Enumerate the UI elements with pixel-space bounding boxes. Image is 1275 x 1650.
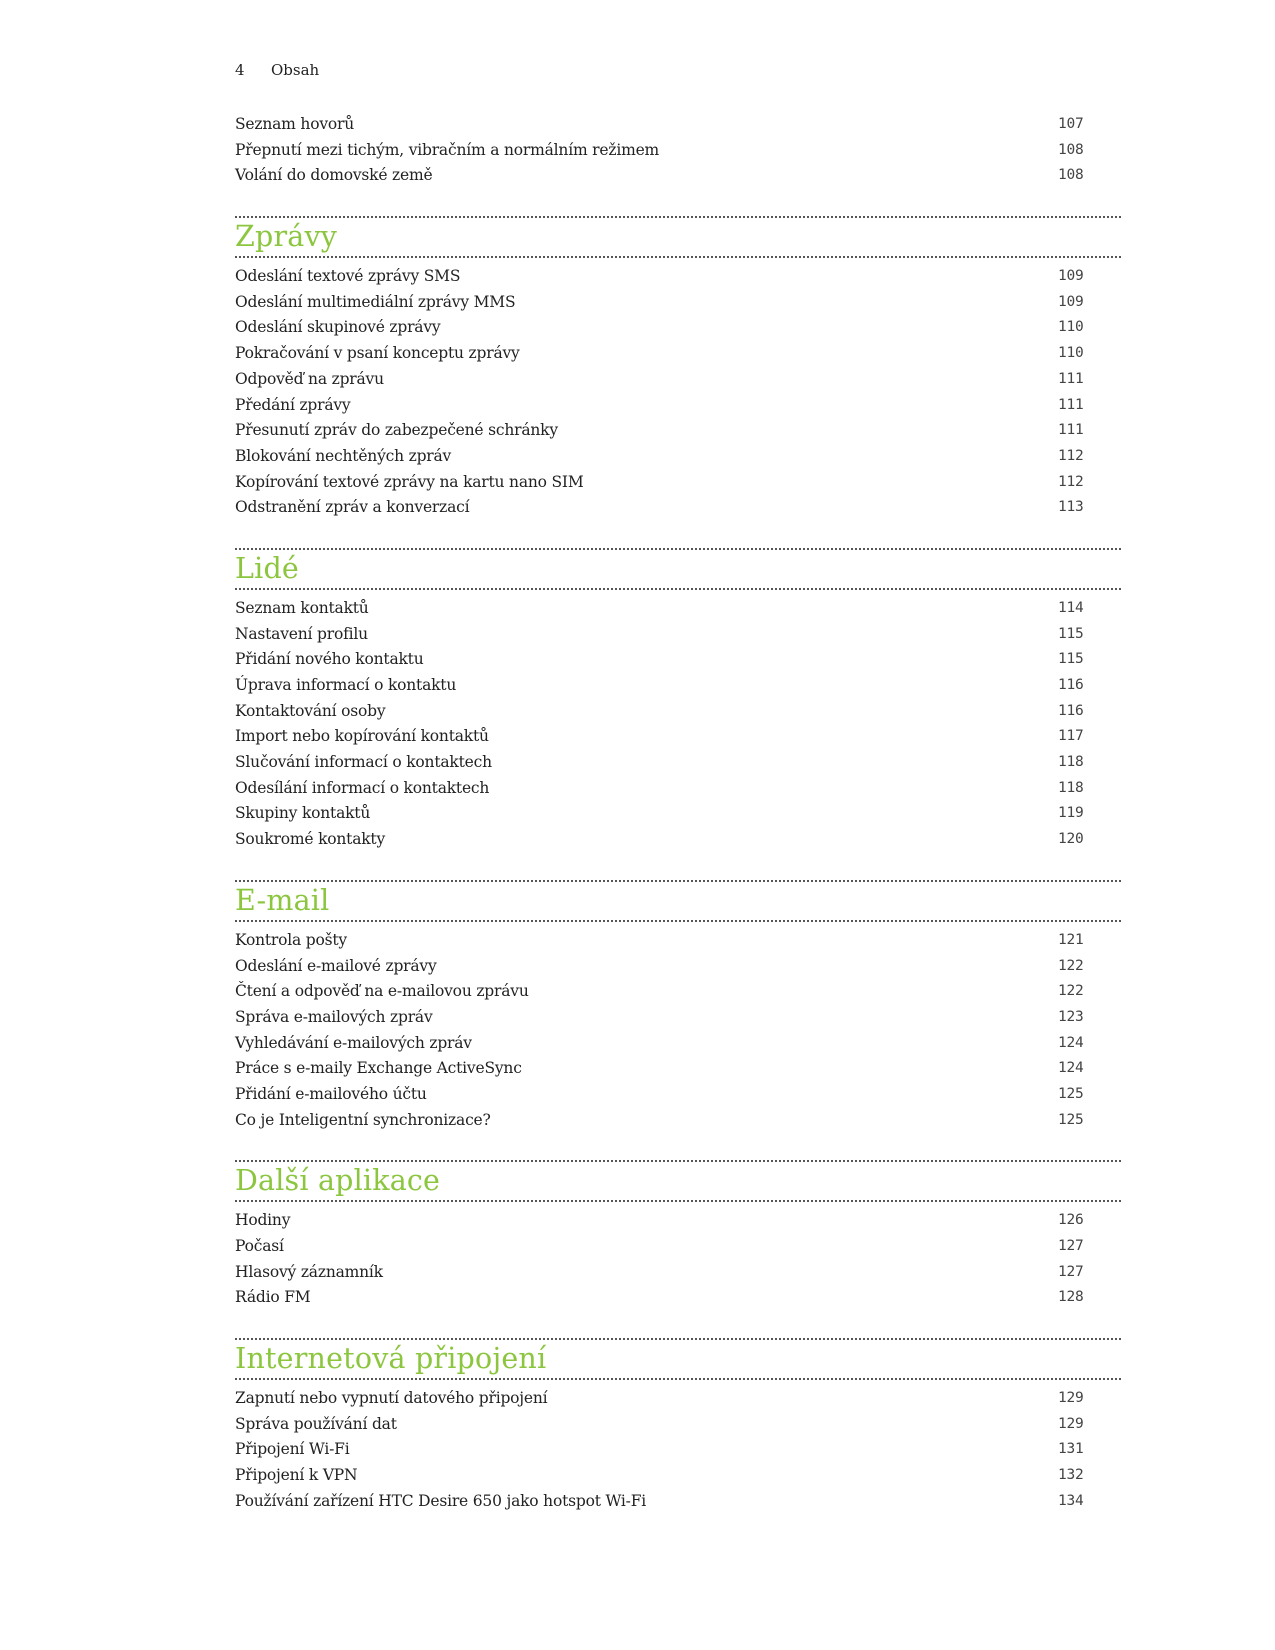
toc-entry-title[interactable]: Správa e-mailových zpráv — [235, 1007, 433, 1026]
toc-entry-title[interactable]: Rádio FM — [235, 1288, 311, 1307]
toc-entry-title[interactable]: Nastavení profilu — [235, 624, 368, 643]
toc-entry[interactable] — [235, 954, 1121, 980]
toc-entry[interactable] — [235, 1056, 1121, 1082]
page-header — [235, 60, 319, 80]
toc-entry-page: 110 — [1058, 345, 1084, 362]
toc-entry-page: 107 — [1058, 116, 1084, 132]
toc-entry[interactable] — [235, 1437, 1121, 1463]
toc-entry-title[interactable]: Předání zprávy — [235, 395, 351, 414]
toc-entry[interactable] — [235, 673, 1121, 699]
toc-entry[interactable] — [235, 801, 1121, 827]
toc-entry-title[interactable]: Hlasový záznamník — [235, 1262, 383, 1281]
toc-entry-title[interactable]: Odeslání skupinové zprávy — [235, 318, 441, 337]
toc-entry-page: 112 — [1058, 473, 1084, 490]
toc-entry-title[interactable]: Přidání nového kontaktu — [235, 650, 424, 669]
toc-entry[interactable] — [235, 163, 1121, 189]
toc-entry[interactable] — [235, 1412, 1121, 1438]
toc-entry-page: 129 — [1058, 1415, 1084, 1432]
toc-section — [235, 548, 1121, 853]
toc-entry[interactable] — [235, 1208, 1121, 1234]
header-title: Obsah — [271, 61, 320, 79]
toc-entry-title[interactable]: Používání zařízení HTC Desire 650 jako hotspot Wi-Fi — [235, 1491, 647, 1510]
toc-entry[interactable] — [235, 699, 1121, 725]
toc-entry[interactable] — [235, 1285, 1121, 1311]
toc-entry-page: 113 — [1058, 499, 1084, 516]
toc-entry-page: 124 — [1058, 1060, 1084, 1077]
toc-entry-title[interactable]: Čtení a odpověď na e-mailovou zprávu — [235, 982, 529, 1001]
toc-entry-page: 116 — [1058, 677, 1084, 693]
toc-entry-page: 129 — [1058, 1390, 1084, 1407]
toc-entry-title[interactable]: Přesunutí zpráv do zabezpečené schránky — [235, 421, 558, 440]
toc-entry-page: 120 — [1058, 831, 1084, 848]
toc-entry-page: 116 — [1058, 702, 1084, 719]
toc-entry-page: 118 — [1058, 754, 1084, 771]
toc-entry-page: 123 — [1058, 1008, 1084, 1025]
toc-entry-title[interactable]: Práce s e-maily Exchange ActiveSync — [235, 1059, 522, 1078]
toc-entry-title[interactable]: Odeslání textové zprávy SMS — [235, 267, 461, 286]
toc-entry[interactable] — [235, 1082, 1121, 1108]
section-heading[interactable]: Další aplikace — [235, 1164, 441, 1198]
toc-entry[interactable] — [235, 647, 1121, 673]
toc-entry-title[interactable]: Kontaktování osoby — [235, 701, 386, 720]
table-of-contents — [235, 112, 1121, 1515]
toc-entry-page: 111 — [1058, 422, 1084, 439]
toc-entry-page: 108 — [1058, 141, 1084, 158]
toc-entry-page: 122 — [1058, 983, 1084, 1000]
toc-entry-title[interactable]: Přepnutí mezi tichým, vibračním a normálním režimem — [235, 140, 660, 159]
toc-entry-title[interactable]: Počasí — [235, 1237, 284, 1255]
toc-entry[interactable] — [235, 341, 1121, 367]
toc-entry[interactable] — [235, 724, 1121, 750]
toc-entry-title[interactable]: Co je Inteligentní synchronizace? — [235, 1110, 491, 1129]
toc-entry[interactable] — [235, 1108, 1121, 1134]
toc-entry-page: 121 — [1058, 931, 1084, 948]
toc-entry-title[interactable]: Soukromé kontakty — [235, 830, 386, 849]
toc-entry-page: 109 — [1058, 293, 1084, 310]
toc-entry-title[interactable]: Přidání e-mailového účtu — [235, 1084, 427, 1103]
toc-entry[interactable] — [235, 444, 1121, 470]
section-divider-bottom — [235, 1378, 1121, 1380]
toc-entry-page: 127 — [1058, 1263, 1084, 1280]
toc-entry-title[interactable]: Slučování informací o kontaktech — [235, 753, 492, 772]
toc-entry-title[interactable]: Blokování nechtěných zpráv — [235, 446, 452, 465]
toc-entry[interactable] — [235, 1463, 1121, 1489]
toc-entry-page: 115 — [1058, 625, 1084, 642]
toc-section — [235, 216, 1121, 521]
toc-entry-title[interactable]: Odpověď na zprávu — [235, 369, 384, 388]
toc-entry-title[interactable]: Odeslání multimediální zprávy MMS — [235, 292, 516, 311]
toc-entry-page: 122 — [1058, 957, 1084, 974]
toc-entry-page: 127 — [1058, 1238, 1084, 1254]
section-heading[interactable]: E-mail — [235, 883, 330, 917]
toc-entry-title[interactable]: Vyhledávání e-mailových zpráv — [235, 1033, 472, 1052]
toc-entry-title[interactable]: Zapnutí nebo vypnutí datového připojení — [235, 1389, 548, 1408]
toc-entry[interactable] — [235, 827, 1121, 853]
toc-entry-page: 115 — [1058, 651, 1084, 668]
toc-entry-page: 114 — [1058, 599, 1084, 616]
toc-entry[interactable] — [235, 367, 1121, 393]
toc-entry[interactable] — [235, 1386, 1121, 1412]
toc-entry[interactable] — [235, 750, 1121, 776]
toc-entry-page: 119 — [1058, 805, 1084, 822]
toc-entry-title[interactable]: Odeslání e-mailové zprávy — [235, 956, 437, 975]
toc-entry[interactable] — [235, 264, 1121, 290]
section-heading[interactable]: Internetová připojení — [235, 1342, 547, 1376]
toc-entry-page: 109 — [1058, 268, 1084, 285]
section-divider-bottom — [235, 256, 1121, 258]
toc-entry[interactable] — [235, 1260, 1121, 1286]
toc-entry-title[interactable]: Pokračování v psaní konceptu zprávy — [235, 344, 520, 363]
page-number: 4 — [235, 61, 245, 79]
toc-entry-title[interactable]: Připojení Wi-Fi — [235, 1440, 350, 1459]
toc-entry[interactable] — [235, 928, 1121, 954]
toc-entry-page: 112 — [1058, 447, 1084, 464]
toc-entry-page: 132 — [1058, 1467, 1084, 1484]
toc-entry-title[interactable]: Odstranění zpráv a konverzací — [235, 498, 470, 517]
toc-entry[interactable] — [235, 1234, 1121, 1260]
toc-entry-title[interactable]: Kopírování textové zprávy na kartu nano SIM — [235, 472, 584, 491]
toc-entry[interactable] — [235, 470, 1121, 496]
toc-entry-title[interactable]: Seznam hovorů — [235, 115, 355, 133]
toc-entry-page: 125 — [1058, 1085, 1084, 1102]
toc-entry[interactable] — [235, 776, 1121, 802]
toc-section — [235, 1338, 1121, 1514]
intro-entries — [235, 112, 1121, 189]
toc-entry-page: 131 — [1058, 1441, 1084, 1458]
toc-entry[interactable] — [235, 596, 1121, 622]
toc-entry[interactable] — [235, 393, 1121, 419]
toc-entry-page: 118 — [1058, 779, 1084, 796]
toc-entry[interactable] — [235, 112, 1121, 138]
toc-entry-title[interactable]: Kontrola pošty — [235, 930, 347, 949]
toc-entry-page: 110 — [1058, 319, 1084, 336]
toc-entry[interactable] — [235, 315, 1121, 341]
toc-entry-page: 126 — [1058, 1212, 1084, 1229]
toc-entry-title[interactable]: Úprava informací o kontaktu — [235, 676, 457, 694]
section-divider-bottom — [235, 588, 1121, 590]
toc-entry-title[interactable]: Správa používání dat — [235, 1414, 397, 1433]
toc-entry-page: 111 — [1058, 396, 1084, 413]
toc-entry[interactable] — [235, 290, 1121, 316]
toc-section — [235, 1160, 1121, 1311]
toc-entry[interactable] — [235, 622, 1121, 648]
section-heading[interactable]: Lidé — [235, 551, 299, 585]
toc-entry[interactable] — [235, 1005, 1121, 1031]
toc-entry[interactable] — [235, 418, 1121, 444]
toc-entry-title[interactable]: Připojení k VPN — [235, 1466, 358, 1485]
toc-entry-title[interactable]: Skupiny kontaktů — [235, 804, 371, 823]
toc-entry-page: 124 — [1058, 1034, 1084, 1051]
section-heading[interactable]: Zprávy — [235, 220, 338, 254]
toc-entry[interactable] — [235, 979, 1121, 1005]
toc-entry[interactable] — [235, 138, 1121, 164]
toc-entry-title[interactable]: Volání do domovské země — [235, 166, 433, 185]
toc-entry-title[interactable]: Seznam kontaktů — [235, 598, 369, 617]
section-divider-bottom — [235, 920, 1121, 922]
toc-entry-title[interactable]: Odesílání informací o kontaktech — [235, 778, 490, 797]
toc-section — [235, 880, 1121, 1134]
toc-entry-title[interactable]: Hodiny — [235, 1211, 291, 1230]
toc-entry-page: 128 — [1058, 1289, 1084, 1306]
toc-entry-page: 111 — [1058, 370, 1084, 387]
toc-entry-page: 117 — [1058, 728, 1084, 745]
toc-entry-page: 134 — [1058, 1492, 1084, 1509]
toc-entry-title[interactable]: Import nebo kopírování kontaktů — [235, 727, 489, 746]
toc-entry-page: 108 — [1058, 167, 1084, 184]
toc-entry-page: 125 — [1058, 1111, 1084, 1128]
toc-entry[interactable] — [235, 1489, 1121, 1515]
toc-entry[interactable] — [235, 495, 1121, 521]
toc-entry[interactable] — [235, 1031, 1121, 1057]
section-divider-bottom — [235, 1200, 1121, 1202]
